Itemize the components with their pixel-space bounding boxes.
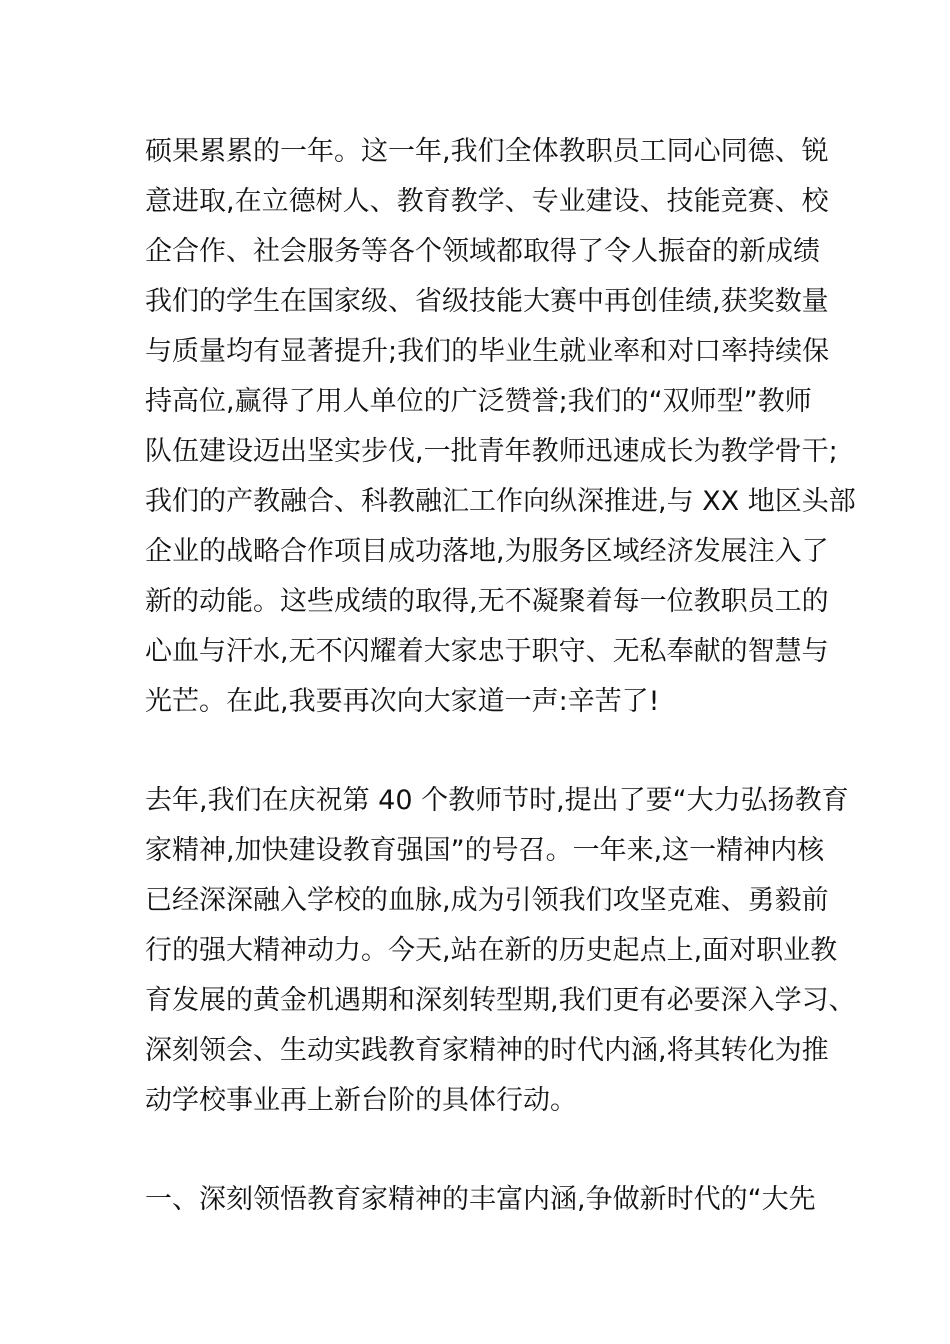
- paragraph-educator-spirit: [145, 776, 856, 1126]
- text-line: 企合作、社会服务等各个领域都取得了令人振奋的新成绩: [145, 236, 820, 267]
- text-line: 意进取,在立德树人、教育教学、专业建设、技能竞赛、校: [145, 186, 829, 217]
- text-line: 动学校事业再上新台阶的具体行动。: [145, 1085, 577, 1116]
- text-line: 家精神,加快建设教育强国”的号召。一年来,这一精神内核: [145, 835, 825, 866]
- text-line: 新的动能。这些成绩的取得,无不凝聚着每一位教职员工的: [145, 586, 829, 617]
- text-line: 持高位,赢得了用人单位的广泛赞誉;我们的“双师型”教师: [145, 386, 812, 417]
- text-line: 与质量均有显著提升;我们的毕业生就业率和对口率持续保: [145, 336, 830, 367]
- text-line: 育发展的黄金机遇期和深刻转型期,我们更有必要深入学习、: [145, 985, 856, 1016]
- paragraph-achievements: [145, 127, 856, 727]
- text-line: 我们的产教融合、科教融汇工作向纵深推进,与 XX 地区头部: [145, 486, 856, 517]
- text-line: 光芒。在此,我要再次向大家道一声:辛苦了!: [145, 686, 660, 717]
- document-body: [145, 127, 856, 1225]
- section-heading-one: [145, 1175, 825, 1225]
- text-line: 我们的学生在国家级、省级技能大赛中再创佳绩,获奖数量: [145, 286, 829, 317]
- text-line: 深刻领会、生动实践教育家精神的时代内涵,将其转化为推: [145, 1035, 829, 1066]
- text-line: 一、深刻领悟教育家精神的丰富内涵,争做新时代的“大先: [145, 1184, 816, 1215]
- text-line: 去年,我们在庆祝第 40 个教师节时,提出了要“大力弘扬教育: [145, 785, 849, 816]
- paragraph-spacer: [145, 1126, 825, 1175]
- paragraph-spacer: [145, 727, 825, 776]
- text-line: 硕果累累的一年。这一年,我们全体教职员工同心同德、锐: [145, 136, 829, 167]
- text-line: 队伍建设迈出坚实步伐,一批青年教师迅速成长为教学骨干;: [145, 436, 838, 467]
- text-line: 企业的战略合作项目成功落地,为服务区域经济发展注入了: [145, 536, 829, 567]
- text-line: 心血与汗水,无不闪耀着大家忠于职守、无私奉献的智慧与: [145, 636, 829, 667]
- text-line: 已经深深融入学校的血脉,成为引领我们攻坚克难、勇毅前: [145, 885, 829, 916]
- text-line: 行的强大精神动力。今天,站在新的历史起点上,面对职业教: [145, 935, 838, 966]
